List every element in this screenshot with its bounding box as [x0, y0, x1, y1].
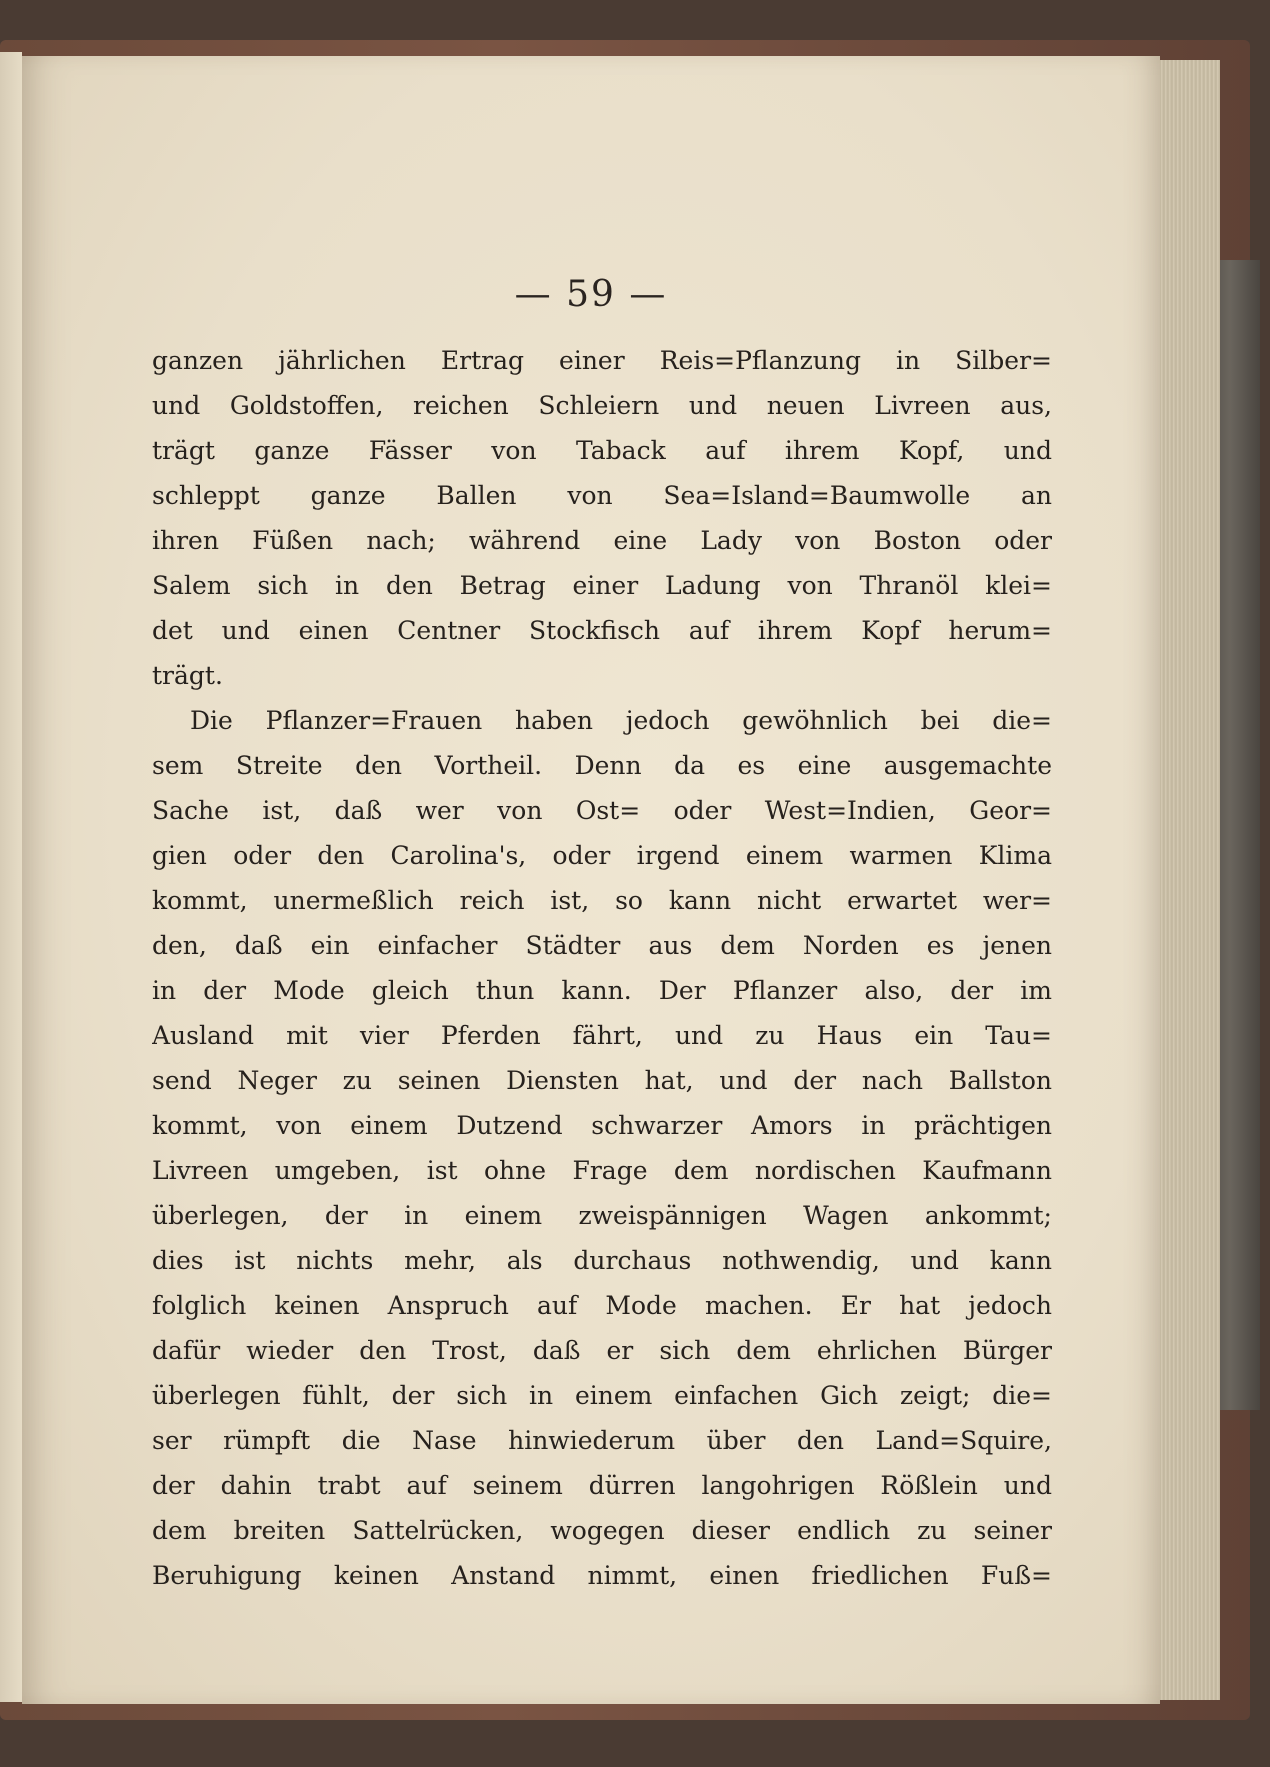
text-line: dafür wieder den Trost, daß er sich dem ehrlichen Bürger: [152, 1336, 1052, 1365]
text-line: folglich keinen Anspruch auf Mode machen. Er hat jedoch: [152, 1291, 1052, 1320]
text-line: der dahin trabt auf seinem dürren langohrigen Rößlein und: [152, 1471, 1052, 1500]
text-line: überlegen, der in einem zweispännigen Wagen ankommt;: [152, 1201, 1052, 1230]
body-text: [152, 338, 1052, 1598]
text-line: dies ist nichts mehr, als durchaus nothwendig, und kann: [152, 1246, 1052, 1275]
text-line: ser rümpft die Nase hinwiederum über den Land=Squire,: [152, 1426, 1052, 1455]
text-line: Beruhigung keinen Anstand nimmt, einen friedlichen Fuß=: [152, 1561, 1052, 1590]
text-line: den, daß ein einfacher Städter aus dem Norden es jenen: [152, 931, 1052, 960]
facing-page-edge: [0, 52, 22, 1702]
text-line: schleppt ganze Ballen von Sea=Island=Baumwolle an: [152, 481, 1052, 510]
text-line: Livreen umgeben, ist ohne Frage dem nordischen Kaufmann: [152, 1156, 1052, 1185]
text-line: sem Streite den Vortheil. Denn da es eine ausgemachte: [152, 751, 1052, 780]
text-line: trägt.: [152, 661, 223, 690]
text-line: Sache ist, daß wer von Ost= oder West=Indien, Geor=: [152, 796, 1052, 825]
text-line: in der Mode gleich thun kann. Der Pflanzer also, der im: [152, 976, 1052, 1005]
text-line: send Neger zu seinen Diensten hat, und der nach Ballston: [152, 1066, 1052, 1095]
text-line: Salem sich in den Betrag einer Ladung von Thranöl klei=: [152, 571, 1052, 600]
text-line: kommt, von einem Dutzend schwarzer Amors in prächtigen: [152, 1111, 1052, 1140]
page-edges: [1150, 60, 1220, 1700]
text-line: trägt ganze Fässer von Taback auf ihrem Kopf, und: [152, 436, 1052, 465]
text-line: Die Pflanzer=Frauen haben jedoch gewöhnlich bei die=: [190, 706, 1052, 735]
text-line: ihren Füßen nach; während eine Lady von Boston oder: [152, 526, 1052, 555]
text-line: kommt, unermeßlich reich ist, so kann nicht erwartet wer=: [152, 886, 1052, 915]
book-page: [22, 56, 1160, 1704]
text-line: det und einen Centner Stockfisch auf ihrem Kopf herum=: [152, 616, 1052, 645]
text-line: und Goldstoffen, reichen Schleiern und neuen Livreen aus,: [152, 391, 1052, 420]
text-line: Ausland mit vier Pferden fährt, und zu Haus ein Tau=: [152, 1021, 1052, 1050]
text-line: überlegen fühlt, der sich in einem einfachen Gich zeigt; die=: [152, 1381, 1052, 1410]
text-line: gien oder den Carolina's, oder irgend einem warmen Klima: [152, 841, 1052, 870]
text-line: dem breiten Sattelrücken, wogegen dieser endlich zu seiner: [152, 1516, 1052, 1545]
page-number: — 59 —: [514, 274, 668, 315]
text-line: ganzen jährlichen Ertrag einer Reis=Pflanzung in Silber=: [152, 346, 1052, 375]
